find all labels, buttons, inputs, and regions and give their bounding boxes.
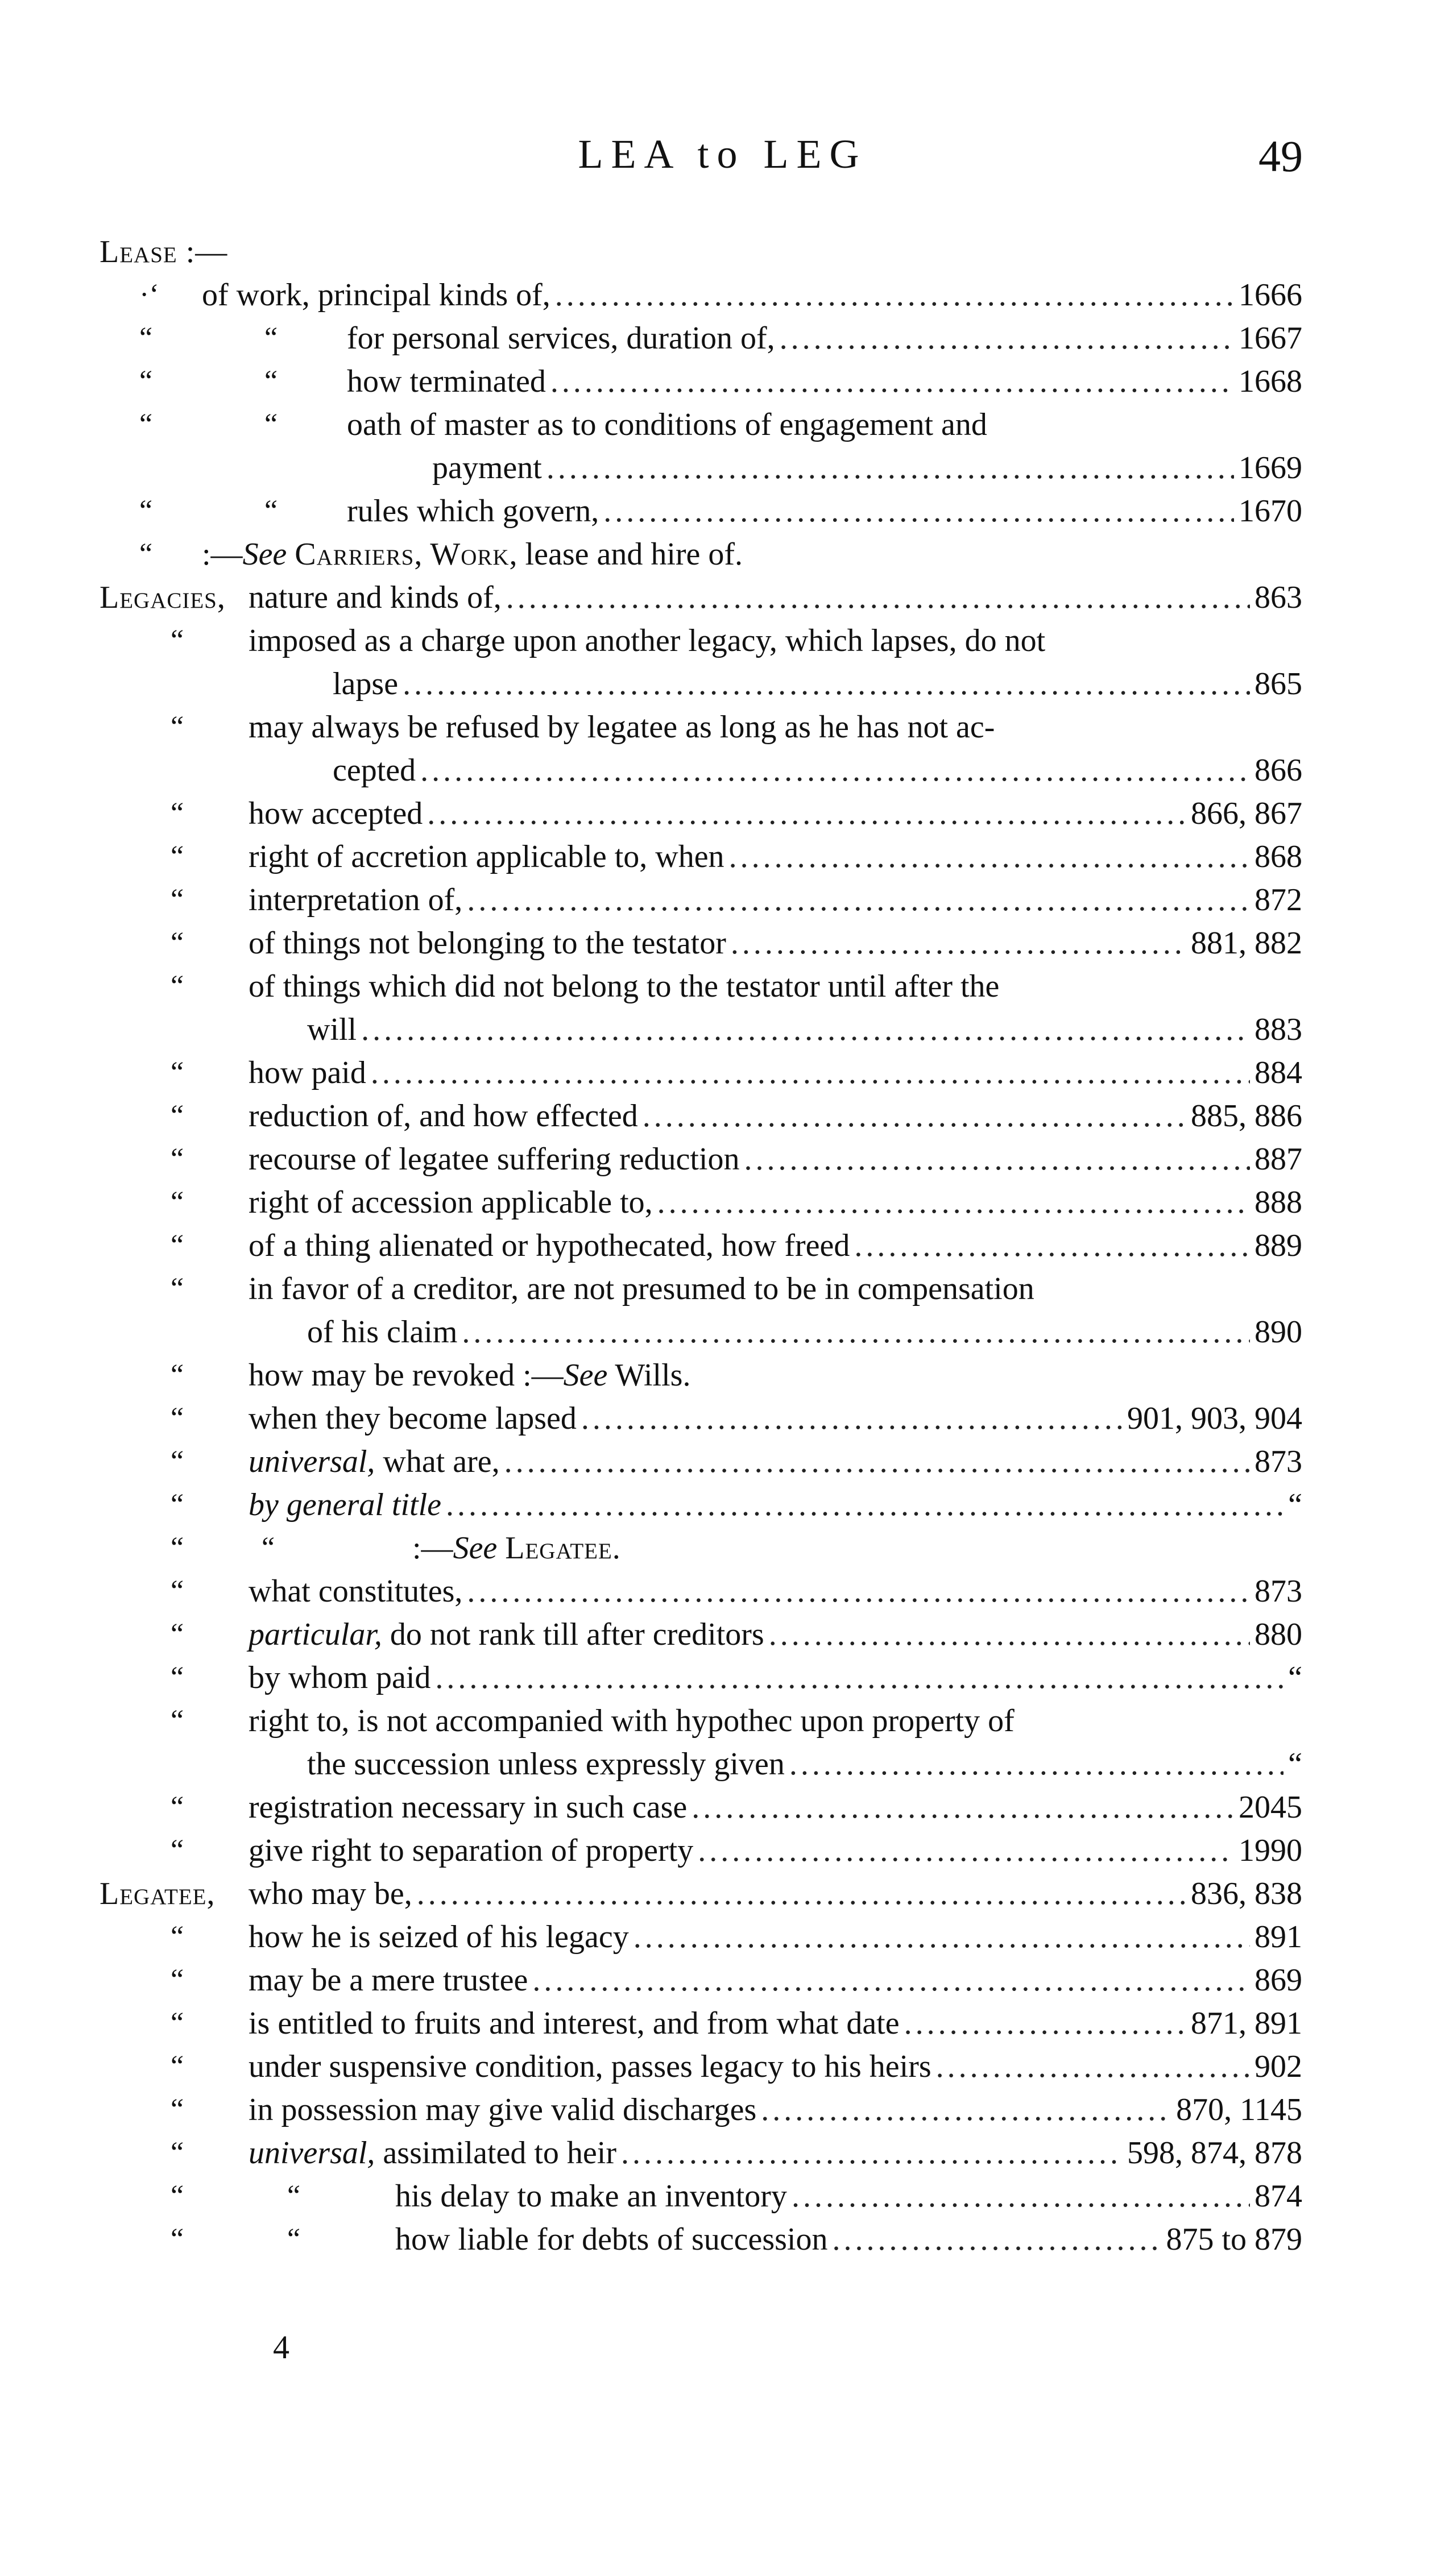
dot-leader (792, 2175, 1250, 2218)
dot-leader (462, 1310, 1250, 1354)
article-references: 881, 882 (1191, 926, 1302, 961)
dot-leader (621, 2131, 1123, 2175)
index-entry (100, 1570, 1302, 1613)
entry-label: what constitutes, (249, 1574, 463, 1609)
entry-label: of work, principal kinds of, (202, 277, 550, 313)
entry-label: when they become lapsed (249, 1401, 577, 1436)
entry-label: under suspensive condition, passes legacy to his heirs (249, 2049, 931, 2084)
index-entry (100, 1181, 1302, 1224)
dot-leader (769, 1613, 1250, 1656)
article-references: 865 (1254, 666, 1302, 702)
ditto-mark: ·‘ (139, 279, 159, 311)
ditto-mark: “ (287, 2223, 301, 2255)
index-entry (100, 1656, 1302, 1699)
ditto-mark: “ (171, 2137, 184, 2169)
page-header (0, 131, 1445, 182)
index-entry (100, 2002, 1302, 2045)
dot-leader (427, 792, 1186, 835)
ditto-mark: “ (171, 1488, 184, 1521)
index-entry (100, 1224, 1302, 1267)
index-entry (100, 2045, 1302, 2088)
index-entry (100, 1743, 1302, 1786)
article-references: 902 (1254, 2049, 1302, 2084)
article-references: 873 (1254, 1574, 1302, 1609)
entry-label: of things which did not belong to the testator until after the (249, 969, 1000, 1004)
index-entry (100, 965, 1302, 1008)
entry-label: right to, is not accompanied with hypothec upon property of (249, 1703, 1015, 1739)
dot-leader (435, 1656, 1283, 1699)
index-entry (100, 1483, 1302, 1526)
article-references: 872 (1254, 882, 1302, 918)
article-references: “ (1288, 1660, 1302, 1695)
entry-label: how terminated (347, 364, 546, 399)
article-references: 888 (1254, 1185, 1302, 1220)
dot-leader (761, 2088, 1171, 2131)
index-heading-row (100, 230, 1302, 273)
article-references: 875 to 879 (1166, 2222, 1302, 2257)
page-number: 49 (1258, 131, 1303, 181)
article-references: 1668 (1239, 364, 1302, 399)
article-references: 868 (1254, 839, 1302, 874)
dot-leader (731, 922, 1186, 965)
index-entry (100, 1829, 1302, 1872)
entry-label: :—See Legatee. (412, 1530, 621, 1566)
entry-label: is entitled to fruits and interest, and from what date (249, 2006, 900, 2041)
ditto-mark: “ (171, 883, 184, 916)
index-entry (100, 878, 1302, 922)
article-references: 887 (1254, 1142, 1302, 1177)
index-heading-row (100, 576, 1302, 619)
dot-leader (634, 1915, 1250, 1959)
index-entry (100, 317, 1302, 360)
ditto-mark: “ (171, 1445, 184, 1478)
index-entry (100, 2218, 1302, 2261)
entry-label: cepted (333, 753, 416, 788)
entry-heading: Lease :— (100, 234, 228, 269)
running-title: LEA to LEG (578, 131, 867, 177)
index-entry (100, 1094, 1302, 1138)
ditto-mark: “ (264, 495, 278, 527)
article-references: 1666 (1239, 277, 1302, 313)
dot-leader (832, 2218, 1161, 2261)
ditto-mark: “ (171, 797, 184, 829)
dot-leader (555, 273, 1234, 317)
article-references: 1990 (1239, 1833, 1302, 1868)
article-references: 863 (1254, 580, 1302, 615)
ditto-mark: “ (139, 365, 153, 397)
entry-label: how he is seized of his legacy (249, 1919, 629, 1955)
article-references: 2045 (1239, 1790, 1302, 1825)
index-heading-row (100, 1872, 1302, 1915)
dot-leader (744, 1138, 1250, 1181)
entry-label: his delay to make an inventory (395, 2179, 787, 2214)
entry-label: recourse of legatee suffering reduction (249, 1142, 740, 1177)
ditto-mark: “ (139, 495, 153, 527)
ditto-mark: “ (171, 970, 184, 1002)
article-references: 883 (1254, 1012, 1302, 1047)
ditto-mark: “ (171, 1920, 184, 1953)
ditto-mark: “ (171, 1661, 184, 1694)
ditto-mark: “ (171, 1964, 184, 1996)
ditto-mark: “ (171, 1575, 184, 1607)
dot-leader (550, 360, 1234, 403)
index-entry (100, 1051, 1302, 1094)
dot-leader (780, 317, 1234, 360)
index-entry (100, 1440, 1302, 1483)
ditto-mark: “ (171, 1056, 184, 1089)
entry-label: of things not belonging to the testator (249, 926, 726, 961)
ditto-mark: “ (171, 1229, 184, 1262)
ditto-mark: “ (171, 1834, 184, 1866)
ditto-mark: “ (171, 1402, 184, 1434)
ditto-mark: “ (171, 2050, 184, 2083)
index-entry (100, 1267, 1302, 1310)
ditto-mark: “ (264, 365, 278, 397)
ditto-mark: “ (171, 1359, 184, 1391)
index-entry (100, 1699, 1302, 1743)
index-entry (100, 446, 1302, 490)
entry-label: may be a mere trustee (249, 1963, 528, 1998)
entry-label: give right to separation of property (249, 1833, 694, 1868)
entry-label: how liable for debts of succession (395, 2222, 828, 2257)
entry-label: interpretation of, (249, 882, 463, 918)
ditto-mark: “ (171, 624, 184, 657)
entry-label: rules which govern, (347, 493, 599, 529)
dot-leader (361, 1008, 1250, 1051)
index-entry (100, 749, 1302, 792)
dot-leader (729, 835, 1250, 878)
index-entry (100, 1354, 1302, 1397)
ditto-mark: “ (264, 408, 278, 441)
dot-leader (403, 662, 1250, 706)
ditto-mark: “ (171, 711, 184, 743)
ditto-mark: “ (171, 1791, 184, 1823)
entry-label: the succession unless expressly given (307, 1747, 785, 1782)
index-entry (100, 2131, 1302, 2175)
ditto-mark: “ (262, 1532, 275, 1564)
entry-label: oath of master as to conditions of engagement and (347, 407, 987, 442)
index-entry (100, 835, 1302, 878)
dot-leader (936, 2045, 1250, 2088)
dot-leader (417, 1872, 1186, 1915)
article-references: 1670 (1239, 493, 1302, 529)
entry-label: :—See Carriers, Work, lease and hire of. (202, 537, 743, 572)
index-entry (100, 533, 1302, 576)
ditto-mark: “ (139, 408, 153, 441)
entry-label: particular, do not rank till after creditors (249, 1617, 764, 1652)
entry-label: right of accession applicable to, (249, 1185, 653, 1220)
index-entry (100, 1915, 1302, 1959)
ditto-mark: “ (171, 840, 184, 873)
dot-leader (467, 1570, 1250, 1613)
index-entry (100, 1613, 1302, 1656)
article-references: 885, 886 (1191, 1098, 1302, 1134)
index-entry (100, 490, 1302, 533)
entry-label: in possession may give valid discharges (249, 2092, 757, 2127)
dot-leader (546, 446, 1234, 490)
entry-label: registration necessary in such case (249, 1790, 688, 1825)
article-references: 901, 903, 904 (1127, 1401, 1302, 1436)
ditto-mark: “ (171, 1618, 184, 1650)
index-entry (100, 273, 1302, 317)
entry-label: lapse (333, 666, 399, 702)
entry-label: by whom paid (249, 1660, 431, 1695)
ditto-mark: “ (139, 538, 153, 570)
ditto-mark: “ (171, 2007, 184, 2039)
dot-leader (532, 1959, 1250, 2002)
index-entry (100, 1786, 1302, 1829)
ditto-mark: “ (171, 2180, 184, 2212)
entry-label: payment (432, 450, 542, 486)
ditto-mark: “ (139, 322, 153, 354)
article-references: 869 (1254, 1963, 1302, 1998)
entry-heading: Legatee, (100, 1876, 216, 1911)
ditto-mark: “ (171, 1704, 184, 1737)
dot-leader (420, 749, 1250, 792)
article-references: 890 (1254, 1314, 1302, 1350)
ditto-mark: “ (171, 1143, 184, 1175)
entry-label: in favor of a creditor, are not presumed to be in compensation (249, 1271, 1034, 1306)
index-entry (100, 1138, 1302, 1181)
article-references: 880 (1254, 1617, 1302, 1652)
article-references: 884 (1254, 1055, 1302, 1090)
article-references: 870, 1145 (1176, 2092, 1302, 2127)
entry-label: right of accretion applicable to, when (249, 839, 724, 874)
index-entry (100, 403, 1302, 446)
dot-leader (657, 1181, 1250, 1224)
ditto-mark: “ (171, 1532, 184, 1564)
dot-leader (789, 1743, 1283, 1786)
article-references: 871, 891 (1191, 2006, 1302, 2041)
entry-label: who may be, (249, 1876, 412, 1911)
ditto-mark: “ (171, 1186, 184, 1218)
article-references: 889 (1254, 1228, 1302, 1263)
dot-leader (603, 490, 1234, 533)
index-entry (100, 360, 1302, 403)
article-references: 891 (1254, 1919, 1302, 1955)
dot-leader (506, 576, 1250, 619)
article-references: “ (1288, 1747, 1302, 1782)
dot-leader (504, 1440, 1250, 1483)
article-references: 598, 874, 878 (1127, 2135, 1302, 2171)
index-entry (100, 922, 1302, 965)
ditto-mark: “ (171, 1272, 184, 1305)
index-entry (100, 1397, 1302, 1440)
article-references: 1667 (1239, 321, 1302, 356)
signature-mark: 4 (273, 2329, 289, 2366)
index-entry (100, 792, 1302, 835)
dot-leader (698, 1829, 1234, 1872)
index-entry (100, 706, 1302, 749)
article-references: 836, 838 (1191, 1876, 1302, 1911)
article-references: 1669 (1239, 450, 1302, 486)
entry-label: how may be revoked :—See Wills. (249, 1358, 691, 1393)
article-references: 874 (1254, 2179, 1302, 2214)
index-body (100, 230, 1302, 2261)
index-entry (100, 1526, 1302, 1570)
entry-label: for personal services, duration of, (347, 321, 775, 356)
index-entry (100, 1310, 1302, 1354)
index-entry (100, 2175, 1302, 2218)
entry-heading: Legacies, (100, 580, 226, 615)
entry-label: will (307, 1012, 357, 1047)
entry-label: universal, what are, (249, 1444, 500, 1479)
entry-label: may always be refused by legatee as long as he has not ac- (249, 710, 995, 745)
article-references: 866, 867 (1191, 796, 1302, 831)
index-entry (100, 662, 1302, 706)
ditto-mark: “ (171, 2223, 184, 2255)
ditto-mark: “ (264, 322, 278, 354)
dot-leader (904, 2002, 1186, 2045)
dot-leader (467, 878, 1250, 922)
entry-label: how paid (249, 1055, 366, 1090)
index-entry (100, 619, 1302, 662)
dot-leader (692, 1786, 1234, 1829)
dot-leader (446, 1483, 1283, 1526)
ditto-mark: “ (171, 1100, 184, 1132)
dot-leader (854, 1224, 1250, 1267)
ditto-mark: “ (171, 927, 184, 959)
entry-label: how accepted (249, 796, 423, 831)
dot-leader (581, 1397, 1123, 1440)
ditto-mark: “ (171, 2093, 184, 2126)
entry-label: imposed as a charge upon another legacy, which lapses, do not (249, 623, 1046, 658)
dot-leader (371, 1051, 1250, 1094)
index-entry (100, 1959, 1302, 2002)
entry-label: by general title (249, 1487, 442, 1523)
ditto-mark: “ (287, 2180, 301, 2212)
dot-leader (643, 1094, 1186, 1138)
entry-label: nature and kinds of, (249, 580, 502, 615)
entry-label: reduction of, and how effected (249, 1098, 638, 1134)
entry-label: of a thing alienated or hypothecated, how freed (249, 1228, 850, 1263)
article-references: “ (1288, 1487, 1302, 1523)
entry-label: universal, assimilated to heir (249, 2135, 616, 2171)
article-references: 866 (1254, 753, 1302, 788)
index-entry (100, 2088, 1302, 2131)
index-entry (100, 1008, 1302, 1051)
entry-label: of his claim (307, 1314, 458, 1350)
article-references: 873 (1254, 1444, 1302, 1479)
